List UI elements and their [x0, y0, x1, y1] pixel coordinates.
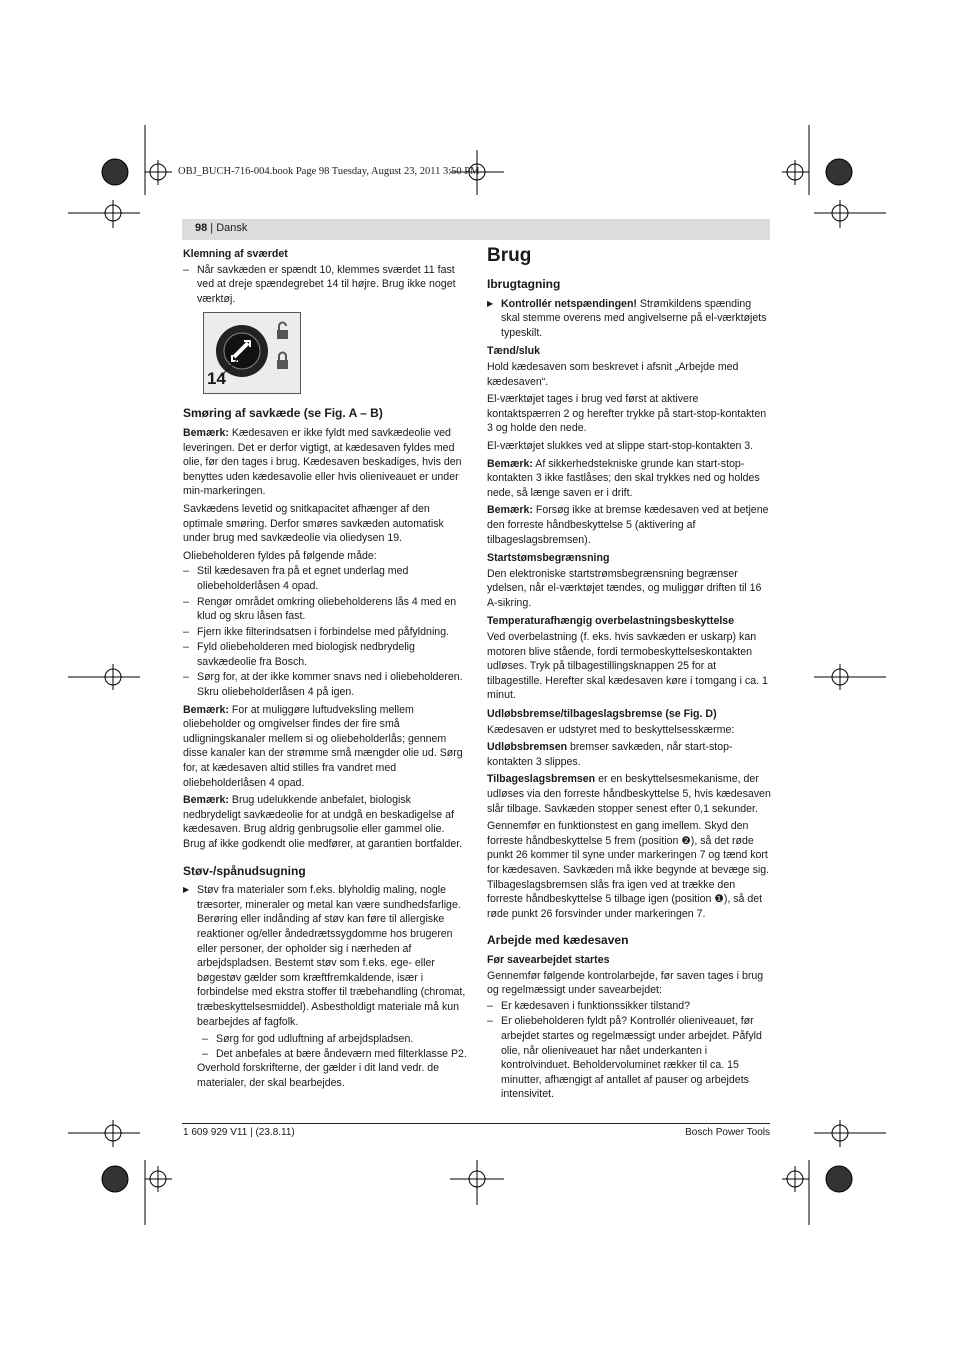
- right-column: [487, 245, 771, 1103]
- footer-right: Bosch Power Tools: [685, 1127, 770, 1138]
- start-paragraph: Den elektroniske startstrømsbegrænsning begrænser ydelsen, når el-værktøjet tændes, og muliggør driften til 16 A-sikring.: [487, 567, 762, 609]
- list-item: ▶ Støv fra materialer som f.eks. blyholdig maling, nogle træsorter, mineraler og metal kan være sundhedsfarlige. Berøring eller indånding af støv kan føre til allergiske reaktioner og/eller åndedrætssygdomme hos brugeren eller personer, der opholder sig i nærheden af arbejdspladsen. Bestemt støv som f.eks. ege- eller bøgestøv gælder som kræftfremkaldende, især i forbindelse med ekstra stoffer til træbehandling (chromat, træbeskyttelsesmiddel). Asbestholdigt materiale må kun bearbejdes af fagfolk.: [183, 884, 466, 1028]
- page-header: [195, 222, 247, 234]
- list-item: – Stil kædesaven fra på et egnet underlag med oliebeholderlåsen 4 opad.: [183, 565, 409, 592]
- footer-left: 1 609 929 V11 | (23.8.11): [183, 1127, 295, 1138]
- smoring-note-1: Bemærk: Kædesaven er ikke fyldt med savkædeolie ved leveringen. Det er derfor vigtigt, at kædesaven fyldes med olie, før den tages i brug. Kædesaven beskadiges, hvis den benyttes uden kædesavolie eller hvis olieniveauet er under min-markeringen.: [183, 426, 462, 498]
- print-info-line: OBJ_BUCH-716-004.book Page 98 Tuesday, August 23, 2011 3:50 PM: [178, 166, 480, 177]
- footer-rule: [182, 1123, 770, 1124]
- list-item: – Fyld oliebeholderen med biologisk nedbrydelig savkædeolie fra Bosch.: [183, 641, 415, 668]
- smoring-paragraph-3: Oliebeholderen fyldes på følgende måde:: [183, 549, 377, 562]
- taend-paragraph-3: El-værktøjet slukkes ved at slippe start-stop-kontakten 3.: [487, 439, 754, 452]
- arb-heading: Arbejde med kædesaven: [487, 933, 629, 948]
- temp-heading: Temperaturafhængig overbelastningsbeskyttelse: [487, 615, 735, 628]
- udl-heading: Udløbsbremse/tilbageslagsbremse (se Fig. D): [487, 708, 717, 721]
- taend-note-1: Bemærk: Af sikkerhedstekniske grunde kan start-stop-kontakten 3 ikke fastlåses; den skal trykkes ned og holdes nede, så længe saven er i drift.: [487, 457, 760, 499]
- for-heading: Før savearbejdet startes: [487, 953, 610, 966]
- klemning-heading: Klemning af sværdet: [183, 248, 288, 260]
- list-item: – Det anbefales at bære åndeværn med filterklasse P2.: [202, 1047, 467, 1060]
- page-number: 98: [195, 222, 208, 234]
- smoring-note-2: Bemærk: For at muliggøre luftudveksling mellem oliebeholder og omgivelser findes der fire små udligningskanaler mellem si og oliebeholderlås; gennem disse kanaler kan der strømme små mængder olie ud. Sørg for, at kædesaven altid stilles fra vandret med oliebeholderlåsen 4 opad.: [183, 703, 463, 789]
- taend-note-2: Bemærk: Forsøg ikke at bremse kædesaven ved at betjene den forreste håndbeskyttelse 5 (aktivering af tilbageslagsbremsen).: [487, 504, 769, 546]
- list-item: – Rengør området omkring oliebeholderens lås 4 med en klud og skru låsen fast.: [183, 595, 457, 623]
- page-header-bar: [182, 219, 770, 240]
- figure-label: 14: [207, 369, 226, 389]
- smoring-paragraph-2: Savkædens levetid og snitkapacitet afhænger af den optimale smøring. Derfor smøres savkæden automatisk under brug med savkædeolie via oliedysen 19.: [183, 502, 444, 545]
- header-language: Dansk: [216, 222, 248, 234]
- udl-paragraph-3: Tilbageslagsbremsen er en beskyttelsesmekanisme, der udløses via den forreste håndbeskyttelse 5, hvis kædesaven slår tilbage. Savkæden stopper senest efter 0,1 sekunder.: [487, 773, 771, 815]
- list-item: – Er oliebeholderen fyldt på? Kontrollér olieniveauet, før arbejdet startes og regelmæssigt under arbejdet. Påfyld olie, når olieniveauet har nået underkanten i kontrolvinduet. Beholdervoluminet rækker til ca. 15 minutter, afhængigt af antallet af pauser og arbejdets intensivitet.: [487, 1015, 762, 1101]
- list-item: – Sørg for god udluftning af arbejdspladsen.: [202, 1033, 414, 1046]
- taend-paragraph-2: El-værktøjet tages i brug ved først at aktivere kontaktspærren 2 og herefter trykke på start-stop-kontakten 3 og holde den nede.: [487, 393, 767, 435]
- stov-heading: Støv-/spånudsugning: [183, 863, 306, 878]
- udl-paragraph-2: Udløbsbremsen bremser savkæden, når start-stop-kontakten 3 slippes.: [487, 741, 733, 768]
- header-separator: |: [207, 222, 217, 234]
- stov-closing: Overhold forskrifterne, der gælder i dit land vedr. de materialer, der skal bearbejdes.: [197, 1062, 440, 1089]
- taend-heading: Tænd/sluk: [487, 345, 540, 358]
- udl-paragraph-1: Kædesaven er udstyret med to beskyttelsesskærme:: [487, 723, 735, 736]
- left-column: [183, 247, 467, 1094]
- for-paragraph: Gennemfør følgende kontrolarbejde, før saven tages i brug og regelmæssigt under savearbejdet:: [487, 969, 764, 997]
- taend-paragraph-1: Hold kædesaven som beskrevet i afsnit „Arbejde med kædesaven“.: [487, 360, 739, 388]
- list-item: ▶ Kontrollér netspændingen! Strømkildens spænding skal stemme overens med angivelserne på el-værktøjets typeskilt.: [487, 297, 767, 339]
- list-item: – Sørg for, at der ikke kommer snavs ned i oliebeholderen. Skru oliebeholderlåsen 4 på igen.: [183, 671, 463, 699]
- list-item: – Fjern ikke filterindsatsen i forbindelse med påfyldning.: [183, 625, 450, 638]
- list-item: – Er kædesaven i funktionssikker tilstand?: [487, 999, 691, 1012]
- ibrug-heading: Ibrugtagning: [487, 277, 561, 291]
- section-title: Brug: [487, 245, 532, 266]
- figure-14: [203, 312, 301, 394]
- smoring-heading: Smøring af savkæde (se Fig. A – B): [183, 406, 383, 421]
- smoring-note-3: Bemærk: Brug udelukkende anbefalet, biologisk nedbrydeligt savkædeolie for at undgå en beskadigelse af kædesaven. Brug aldrig genbrugsolie eller gammel olie. Brug af ikke godkendt olie medfører, at garantien bortfalder.: [183, 794, 463, 850]
- list-item: – Når savkæden er spændt 10, klemmes sværdet 11 fast ved at dreje spændegrebet 14 til højre. Brug ikke noget værktøj.: [183, 263, 456, 305]
- start-heading: Startstømsbegrænsning: [487, 552, 610, 565]
- udl-paragraph-4: Gennemfør en funktionstest en gang imellem. Skyd den forreste håndbeskyttelse 5 frem (position ❷), så det røde punkt 26 kommer til syne under markeringen 7 og tænd kort for kædesaven. Savkæden må ikke begynde at bevæge sig. Tilbageslagsbremsen slås fra igen ved at trække den forreste håndbeskyttelse 5 tilbage igen (position ❶), så det røde punkt 26 forsvinder under markeringen 7.: [487, 820, 770, 920]
- temp-paragraph: Ved overbelastning (f. eks. hvis savkæden er uskarp) kan motoren blive stående, fordi termobeskyttelseskontakten udløses. Tryk på tilbagestillingsknappen 25 for at tilbagestille. Herefter skal kædesaven køre i tomgang i ca. 1 minut.: [487, 631, 768, 702]
